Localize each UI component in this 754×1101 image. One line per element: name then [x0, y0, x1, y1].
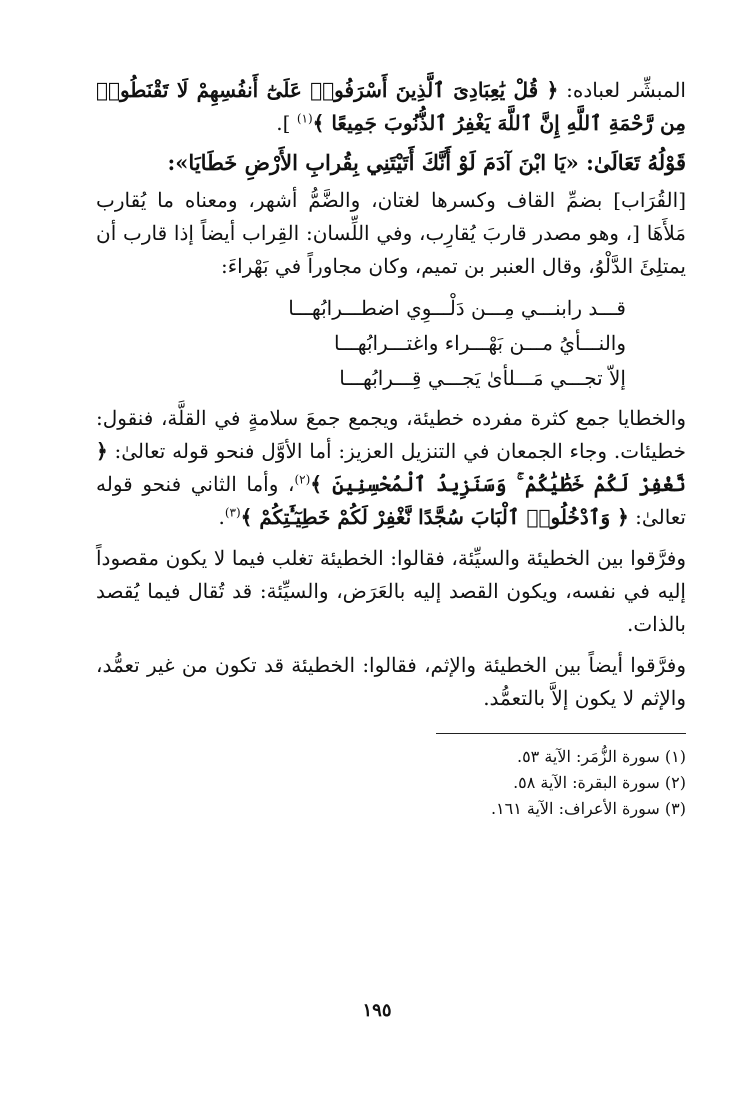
paragraph-khatia-sayyia: وفرَّقوا بين الخطيئة والسيِّئة، فقالوا: الخطيئة تغلب فيما لا يكون مقصوداً إليه في نفسه، ويكون القصد إليه بالعَرَض، والسيِّئة: قد تُقال فيما يُقصد بالذات.: [96, 546, 686, 636]
poem-line: قـــد رابنـــي مِـــن دَلْـــوِي اضطـــرابُهـــا: [288, 296, 626, 320]
paragraph-khataya-plural: [96, 402, 686, 534]
footnote-ref-3: (٣): [224, 505, 241, 520]
paragraph-qurab-definition: [القُرَاب] بضمِّ القاف وكسرها لغتان، والضَّمُّ أشهر، ومعناه ما يُقارب مَلأَهَا [، وهو مصدر قاربَ يُقارِب، وفي اللِّسان: القِراب أيضاً إذا قارب أن يمتلِئَ الدَّلْوُ، وقال العنبر بن تميم، وكان مجاوراً في بَهْراءَ:: [96, 188, 686, 278]
page-number: ١٩٥: [362, 1000, 392, 1021]
quran-verse-baqarah: ﴿ نَّغْفِرْ لَكُمْ خَطَٰيَٰكُمْ ۚ وَسَنَزِيدُ ٱلْمُحْسِنِينَ ﴾: [96, 439, 686, 496]
footnote-ref-1: (١): [296, 111, 313, 126]
quran-verse-araf: ﴿ وَٱدْخُلُوا۟ ٱلْبَابَ سُجَّدًا نَّغْفِرْ لَكُمْ خَطِيٓـَٰٔتِكُمْ ﴾: [240, 505, 629, 529]
paragraph-period: .: [218, 505, 225, 529]
poem-line: والنـــأيُ مـــن بَهْـــراء واغتـــرابُهـــا: [334, 331, 626, 355]
footnote-1: (١) سورة الزُّمَر: الآية ٥٣.: [516, 747, 686, 766]
paragraph-closing-bracket: ].: [276, 111, 297, 135]
footnote-3: (٣) سورة الأعراف: الآية ١٦١.: [490, 799, 686, 818]
poem-line: إلاّ تجـــي مَـــلأىٰ يَجـــي قِـــرابُهـــا: [339, 366, 626, 390]
page-body: [96, 74, 686, 822]
hadith-heading: قَوْلُهُ تَعَالَىٰ: «يَا ابْنَ آدَمَ لَوْ أَنَّكَ أَتَيْتَنِي بِقُرابِ الأَرْضِ خَطَايَا»:: [167, 150, 686, 175]
footnote-ref-2: (٢): [294, 472, 311, 487]
paragraph-intro-text: المبشِّر لعباده:: [558, 78, 686, 102]
footnote-divider: [436, 733, 686, 734]
footnote-2: (٢) سورة البقرة: الآية ٥٨.: [513, 773, 686, 792]
quran-verse-zumar: ﴿ قُلْ يَٰعِبَادِىَ ٱلَّذِينَ أَسْرَفُوا۟ عَلَىٰٓ أَنفُسِهِمْ لَا تَقْنَطُوا۟ مِن رَّحْمَةِ ٱللَّهِ إِنَّ ٱللَّهَ يَغْفِرُ ٱلذُّنُوبَ جَمِيعًا ﴾: [96, 78, 686, 135]
paragraph-text: ، وأما الثاني فنحو قوله تعالىٰ:: [96, 472, 686, 529]
paragraph-opening-verse: [96, 74, 686, 140]
paragraph-text: والخطايا جمع كثرة مفرده خطيئة، ويجمع جمعَ سلامةٍ في القلَّة، فنقول: خطيئات. وجاء الجمعان في التنزيل العزيز: أما الأوَّل فنحو قوله تعالىٰ:: [96, 406, 686, 463]
paragraph-khatia-ithm: وفرَّقوا أيضاً بين الخطيئة والإثم، فقالوا: الخطيئة قد تكون من غير تعمُّد، والإثم لا يكون إلاَّ بالتعمُّد.: [96, 653, 686, 710]
poem-block: [96, 291, 686, 396]
